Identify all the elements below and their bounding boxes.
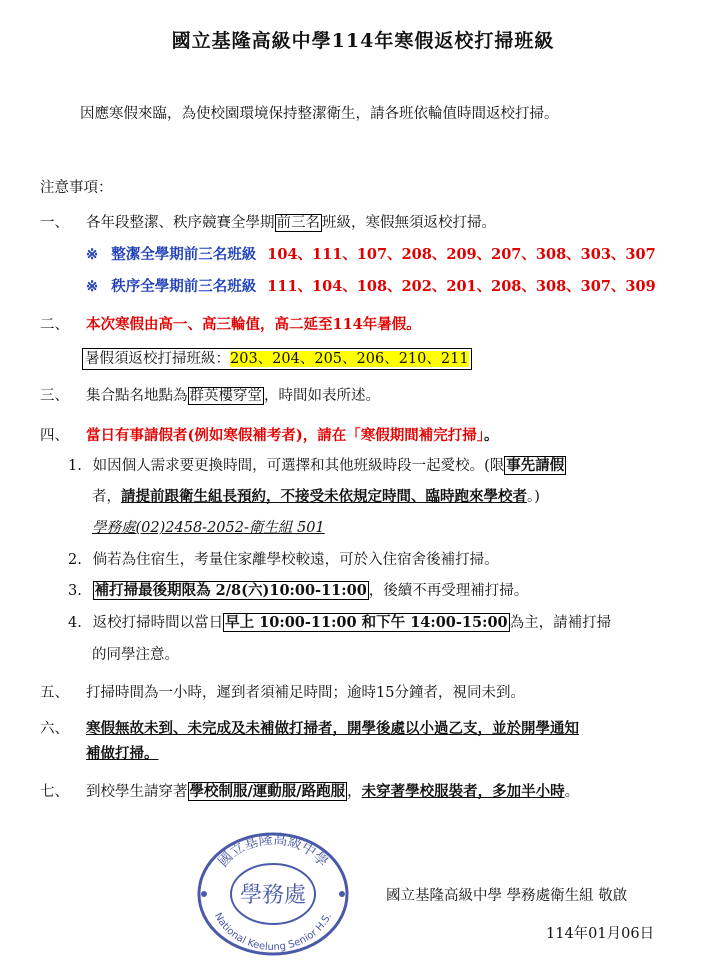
school-seal [196, 832, 350, 956]
item3-post: ，時間如表所述。 [264, 388, 380, 404]
item7-post-b: 未穿著學校服裝者，多加半小時 [361, 783, 565, 800]
makeup-time-slots: 早上 10:00-11:00 和下午 14:00-15:00 [225, 614, 508, 631]
item1-marker: 一、 [40, 215, 69, 231]
sub1-line2-pre: 者， [92, 489, 121, 505]
item5-marker: 五、 [40, 685, 69, 701]
sub4-post: 為主，請補打掃 [509, 615, 612, 631]
sub1-line1 [68, 456, 566, 476]
item7-text [86, 782, 579, 802]
order-top3-line [86, 277, 656, 297]
makeup-deadline: 補打掃最後期限為 2/8(六)10:00-11:00 [94, 582, 367, 599]
assembly-location: 群英樓穿堂 [189, 388, 262, 404]
item7-post-a: ， [347, 784, 362, 800]
item4-text-c: 。 [483, 427, 499, 444]
item5-text: 打掃時間為一小時，遲到者須補足時間；逾時15分鐘者，視同未到。 [86, 685, 525, 701]
item7-post-c: 。 [564, 784, 580, 800]
sub1-line2-bold: 請提前跟衛生組長預約，不接受未依規定時間、臨時跑來學校者 [121, 488, 527, 505]
item4-text-a: 當日有事請假者(例如寒假補考者)，請在 [86, 427, 347, 444]
sub2-text: 倘若為住宿生，考量住家離學校較遠，可於入住宿舍後補打掃。 [92, 552, 499, 568]
item2-text: 本次寒假由高一、高三輪值，高二延至114年暑假。 [86, 316, 421, 333]
item7-marker: 七、 [40, 784, 69, 800]
seal-dot-right [339, 891, 345, 897]
sub3-number: 3. [68, 583, 82, 599]
item1-pre: 各年段整潔、秩序競賽全學期 [86, 215, 275, 231]
notes-heading: 注意事項： [40, 180, 113, 196]
seal-dot-left [201, 891, 207, 897]
item4-marker: 四、 [40, 428, 69, 444]
summer-classes-label: 暑假須返校打掃班級： [85, 351, 230, 367]
item6-line1: 寒假無故未到、未完成及未補做打掃者，開學後處以小過乙支，並於開學通知 [86, 720, 579, 737]
sub3-post: ，後續不再受理補打掃。 [368, 583, 529, 599]
contact-info: 學務處(02)2458-2052-衛生組 501 [92, 520, 325, 536]
item6-line2: 補做打掃。 [86, 745, 159, 762]
sub4-pre: 返校打掃時間以當日 [92, 615, 224, 631]
seal-center-text: 學務處 [239, 883, 307, 908]
issue-date: 114年01月06日 [546, 926, 655, 942]
sub1-line1-pre: 如因個人需求要更換時間，可選擇和其他班級時段一起愛校。(限 [92, 458, 505, 474]
sub1-number: 1. [68, 458, 82, 474]
item4-text-b: 「寒假期間補完打掃」 [346, 427, 484, 444]
item3-pre: 集合點名地點為 [86, 388, 188, 404]
item1-text [86, 213, 496, 233]
sub2-number: 2. [68, 552, 82, 568]
dress-code: 學校制服/運動服/路跑服 [189, 783, 346, 800]
item2-marker: 二、 [40, 317, 69, 333]
sub2 [68, 550, 499, 570]
item1-boxed: 前三名 [276, 215, 320, 231]
signature: 國立基隆高級中學 學務處衛生組 敬啟 [386, 888, 628, 904]
reference-mark-icon: ※ [86, 246, 99, 263]
reference-mark-icon: ※ [86, 278, 99, 295]
item7-pre: 到校學生請穿著 [86, 784, 188, 800]
seal-top-text: 國立基隆高級中學 [215, 832, 331, 871]
clean-top3-line [86, 245, 656, 265]
clean-top3-classes: 104、111、107、208、209、207、308、303、307 [267, 246, 656, 263]
sub1-line2 [92, 487, 540, 507]
sub4-number: 4. [68, 615, 82, 631]
page-title: 國立基隆高級中學114年寒假返校打掃班級 [171, 30, 555, 52]
sub3 [68, 581, 528, 601]
intro-paragraph: 因應寒假來臨，為使校園環境保持整潔衛生，請各班依輪值時間返校打掃。 [80, 106, 559, 122]
sub1-boxed: 事先請假 [506, 457, 565, 474]
sub1-line2-post: 。) [527, 489, 540, 505]
item3-text [86, 386, 380, 406]
item3-marker: 三、 [40, 388, 69, 404]
item1-post: 班級，寒假無須返校打掃。 [322, 215, 496, 231]
item6-marker: 六、 [40, 721, 69, 737]
sub4-line1 [68, 613, 611, 633]
summer-classes-list: 203、204、205、206、210、211 [230, 351, 469, 367]
seal-bottom-text: National Keelung Senior H.S. [211, 911, 335, 954]
summer-classes-box [82, 348, 472, 370]
sub4-line2: 的同學注意。 [92, 647, 179, 663]
clean-top3-label: 整潔全學期前三名班級 [111, 246, 257, 263]
order-top3-classes: 111、104、108、202、201、208、308、307、309 [267, 278, 656, 295]
order-top3-label: 秩序全學期前三名班級 [111, 278, 257, 295]
item4-text [86, 426, 498, 446]
